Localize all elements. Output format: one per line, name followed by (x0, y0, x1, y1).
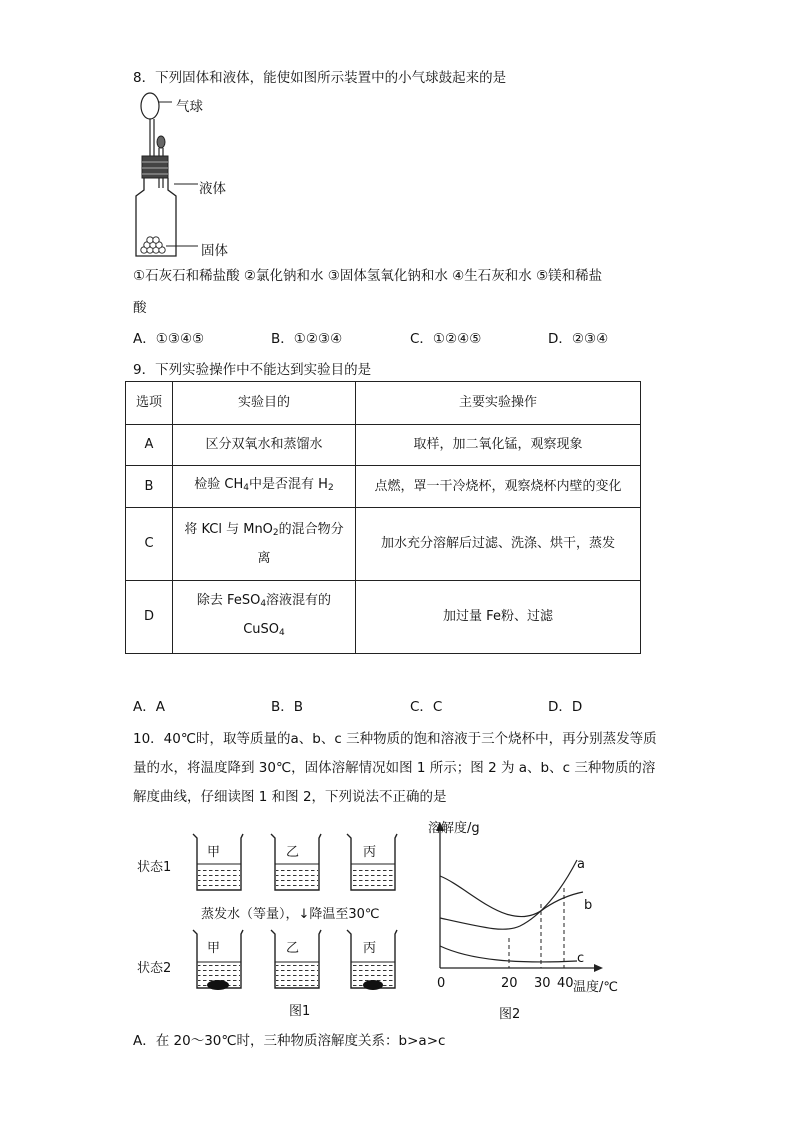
row-operation: 取样，加二氧化锰，观察现象 (356, 425, 641, 466)
x-axis-arrow (594, 964, 603, 972)
figure1-caption: 图1 (289, 1004, 311, 1019)
q9-stem: 9．下列实验操作中不能达到实验目的是 (133, 362, 372, 378)
q8-choice-b[interactable]: B．①②③④ (271, 331, 343, 347)
q8-options-line1: ①石灰石和稀盐酸 ②氯化钠和水 ③固体氢氧化钠和水 ④生石灰和水 ⑤镁和稀盐 (133, 268, 603, 284)
row-option: B (126, 466, 173, 508)
figure2-solubility-chart (425, 818, 605, 993)
table-row (126, 508, 641, 581)
q8-stem: 8．下列固体和液体，能使如图所示装置中的小气球鼓起来的是 (133, 70, 507, 86)
curve-a (440, 860, 577, 929)
row-goal: 区分双氧水和蒸馏水 (173, 425, 356, 466)
q8-choice-c[interactable]: C．①②④⑤ (410, 331, 482, 347)
q9-choice-d[interactable]: D．D (548, 699, 583, 715)
curve-b (440, 876, 583, 917)
precipitate-bing (363, 980, 383, 990)
curve-label-c: c (577, 951, 585, 966)
row-operation: 加水充分溶解后过滤、洗涤、烘干，蒸发 (356, 508, 641, 581)
row-goal: 除去 FeSO$_4$溶液混有的 CuSO$_4$ (173, 581, 356, 654)
label-balloon: 气球 (176, 99, 203, 115)
beaker-label-bing: 丙 (363, 845, 377, 860)
y-axis-label: 溶解度/g (428, 821, 480, 836)
row-option: C (126, 508, 173, 581)
header-goal: 实验目的 (173, 382, 356, 425)
state1-label: 状态1 (137, 860, 172, 875)
q9-choice-c[interactable]: C．C (410, 699, 443, 715)
beaker-label-jia-2: 甲 (207, 941, 221, 956)
q10-option-a[interactable]: A．在 20～30℃时，三种物质溶解度关系：b>a>c (133, 1033, 446, 1049)
q9-choice-a[interactable]: A．A (133, 699, 165, 715)
row-option: A (126, 425, 173, 466)
beaker-label-bing-2: 丙 (363, 941, 377, 956)
q8-choice-d[interactable]: D．②③④ (548, 331, 609, 347)
dropper-bulb (157, 136, 165, 148)
tick-0: 0 (437, 976, 446, 991)
table-header-row (126, 382, 641, 425)
row-option: D (126, 581, 173, 654)
x-axis-label: 温度/℃ (573, 980, 618, 995)
balloon-shape (141, 93, 159, 119)
process-label: 蒸发水（等量），↓降温至30℃ (201, 907, 380, 922)
table-row (126, 466, 641, 508)
curve-label-b: b (584, 898, 593, 913)
q8-choice-a[interactable]: A．①③④⑤ (133, 331, 205, 347)
header-operation: 主要实验操作 (356, 382, 641, 425)
tick-20: 20 (501, 976, 518, 991)
q10-stem: 10．40℃时，取等质量的a、b、c 三种物质的饱和溶液于三个烧杯中，再分别蒸发等质量的水，将温度降到 30℃，固体溶解情况如图 1 所示；图 2 为 a、b、c 三种物质的溶解度曲线，仔细读图 1 和图 2，下列说法不正确的是 (133, 731, 657, 805)
figure2-caption: 图2 (499, 1007, 521, 1022)
q8-options-line2: 酸 (133, 300, 147, 316)
label-liquid: 液体 (199, 181, 226, 197)
rubber-stopper (142, 156, 168, 178)
beaker-label-jia: 甲 (207, 845, 221, 860)
beaker-label-yi: 乙 (286, 845, 300, 860)
row-goal: 检验 $CH_4$中是否混有 $H_2$ (173, 466, 356, 508)
row-operation: 点燃，罩一干冷烧杯，观察烧杯内壁的变化 (356, 466, 641, 508)
experiment-table (125, 381, 641, 654)
table-row (126, 581, 641, 654)
state2-label: 状态2 (137, 961, 172, 976)
tick-30: 30 (534, 976, 551, 991)
label-solid: 固体 (201, 243, 228, 259)
header-option: 选项 (126, 382, 173, 425)
q9-choice-b[interactable]: B．B (271, 699, 304, 715)
precipitate-jia (207, 980, 229, 990)
row-goal: 将 KCl 与 MnO$_2$的混合物分 离 (173, 508, 356, 581)
solid-pellets (141, 237, 165, 253)
table-row (126, 425, 641, 466)
curve-label-a: a (577, 857, 585, 872)
tick-40: 40 (557, 976, 574, 991)
beaker-label-yi-2: 乙 (286, 941, 300, 956)
row-operation: 加过量 Fe粉、过滤 (356, 581, 641, 654)
